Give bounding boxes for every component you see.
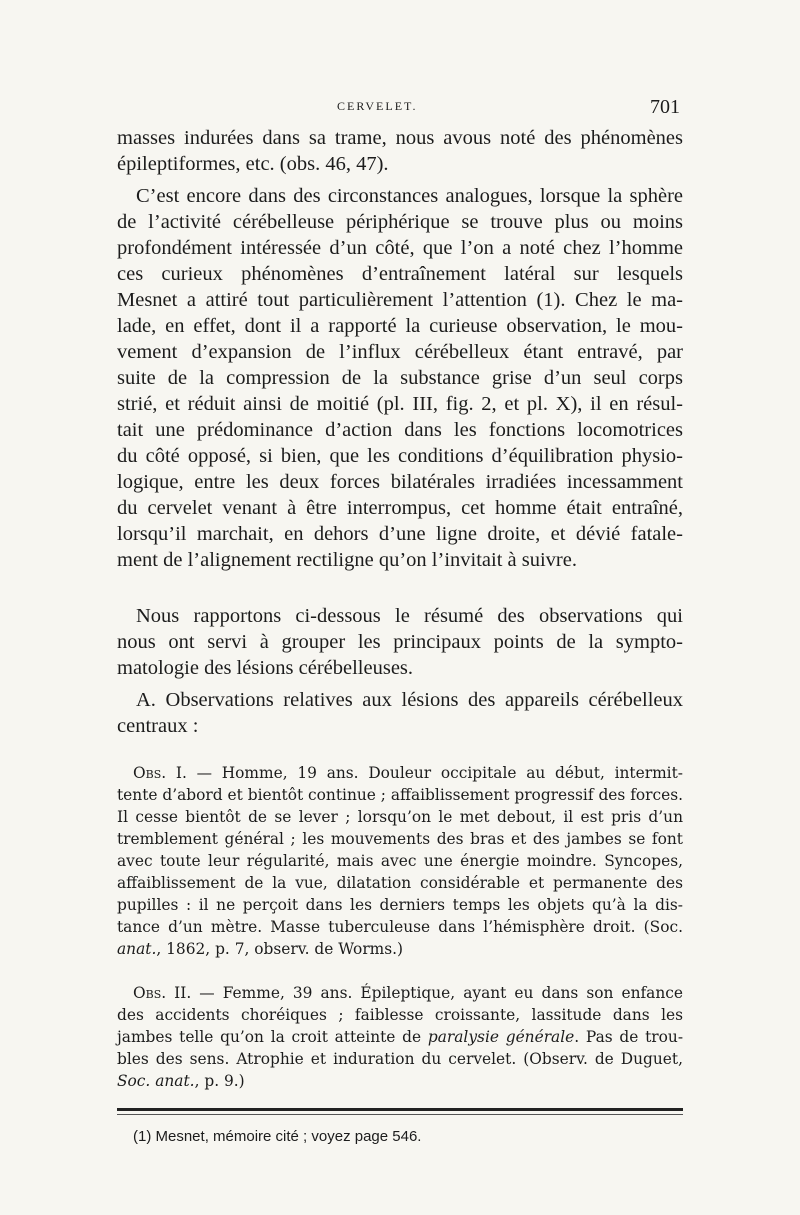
text-line: du cervelet venant à être interrompus, cet homme était entraîné, [117, 497, 683, 519]
text-line: profondément intéressée d’un côté, que l’on a noté chez l’homme [117, 237, 683, 259]
obs-text: — Femme, 39 ans. Épileptique, ayant eu dans son enfance [191, 984, 683, 1002]
obs-line: avec toute leur régularité, mais avec une énergie moindre. Syncopes, [117, 852, 683, 870]
footnote-rule [117, 1108, 683, 1111]
footnote-rule-thin [117, 1114, 683, 1115]
text-line: matologie des lésions cérébelleuses. [117, 657, 414, 679]
obs-text: — Homme, 19 ans. Douleur occipitale au début, intermit- [196, 764, 683, 782]
text-line: suite de la compression de la substance grise d’un seul corps [117, 367, 683, 389]
citation-italic: anat. [117, 940, 157, 958]
obs-line: bles des sens. Atrophie et induration du cervelet. (Observ. de Duguet, [117, 1050, 683, 1068]
text-line: nous ont servi à grouper les principaux points de la sympto- [117, 631, 683, 653]
citation-italic: Soc. anat. [117, 1072, 195, 1090]
obs-last-line [117, 1070, 683, 1092]
obs-first-line [133, 762, 683, 784]
text-line: C’est encore dans des circonstances analogues, lorsque la sphère [136, 185, 683, 207]
section-heading-line: centraux : [117, 715, 199, 737]
obs-line: pupilles : il ne perçoit dans les derniers temps les objets qu’à la dis- [117, 896, 683, 914]
obs-text: , p. 9.) [194, 1072, 245, 1090]
obs-text: . Pas de trou- [574, 1028, 684, 1046]
text-line: masses indurées dans sa trame, nous avous noté des phénomènes [117, 127, 683, 149]
obs-line: Il cesse bientôt de se lever ; lorsqu’on le met debout, il est pris d’un [117, 808, 683, 826]
obs-label: Obs. I. [133, 764, 187, 782]
obs-line: tente d’abord et bientôt continue ; affaiblissement progressif des forces. [117, 786, 684, 804]
page-header [117, 96, 680, 122]
obs-line: affaiblissement de la vue, dilatation considérable et permanente des [117, 874, 683, 892]
obs-line: tremblement général ; les mouvements des bras et des jambes se font [117, 830, 683, 848]
italic-term: paralysie générale [427, 1028, 575, 1046]
text-line: de l’activité cérébelleuse périphérique se trouve plus ou moins [117, 211, 683, 233]
obs-line: tance d’un mètre. Masse tuberculeuse dans l’hémisphère droit. (Soc. [117, 918, 683, 936]
text-line: Nous rapportons ci-dessous le résumé des observations qui [136, 605, 683, 627]
text-line: du côté opposé, si bien, que les conditions d’équilibration physio- [117, 445, 683, 467]
text-line: lade, en effet, dont il a rapporté la curieuse observation, le mou- [117, 315, 683, 337]
footnote: (1) Mesnet, mémoire cité ; voyez page 546. [133, 1128, 422, 1145]
text-line: ces curieux phénomènes d’entraînement latéral sur lesquels [117, 263, 683, 285]
obs-last-line [117, 938, 683, 960]
obs-label: Obs. II. [133, 984, 192, 1002]
running-head: CERVELET. [337, 99, 418, 113]
text-line: lorsqu’il marchait, en dehors d’une ligne droite, et dévié fatale- [117, 523, 683, 545]
text-line: Mesnet a attiré tout particulièrement l’attention (1). Chez le ma- [117, 289, 683, 311]
text-line: logique, entre les deux forces bilatérales irradiées incessamment [117, 471, 683, 493]
text-line: vement d’expansion de l’influx cérébelleux étant entravé, par [117, 341, 683, 363]
text-line: épileptiformes, etc. (obs. 46, 47). [117, 153, 389, 175]
obs-first-line [133, 982, 683, 1004]
section-heading-line: A. Observations relatives aux lésions des appareils cérébelleux [136, 689, 683, 711]
obs-line: des accidents choréiques ; faiblesse croissante, lassitude dans les [117, 1006, 683, 1024]
text-line: strié, et réduit ainsi de moitié (pl. III, fig. 2, et pl. X), il en résul- [117, 393, 683, 415]
obs-line [117, 1026, 683, 1048]
text-line: tait une prédominance d’action dans les fonctions locomotrices [117, 419, 683, 441]
obs-text: , 1862, p. 7, observ. de Worms.) [156, 940, 404, 958]
obs-text: jambes telle qu’on la croit atteinte de [117, 1028, 428, 1046]
page-number: 701 [650, 96, 680, 118]
text-line: ment de l’alignement rectiligne qu’on l’invitait à suivre. [117, 549, 577, 571]
